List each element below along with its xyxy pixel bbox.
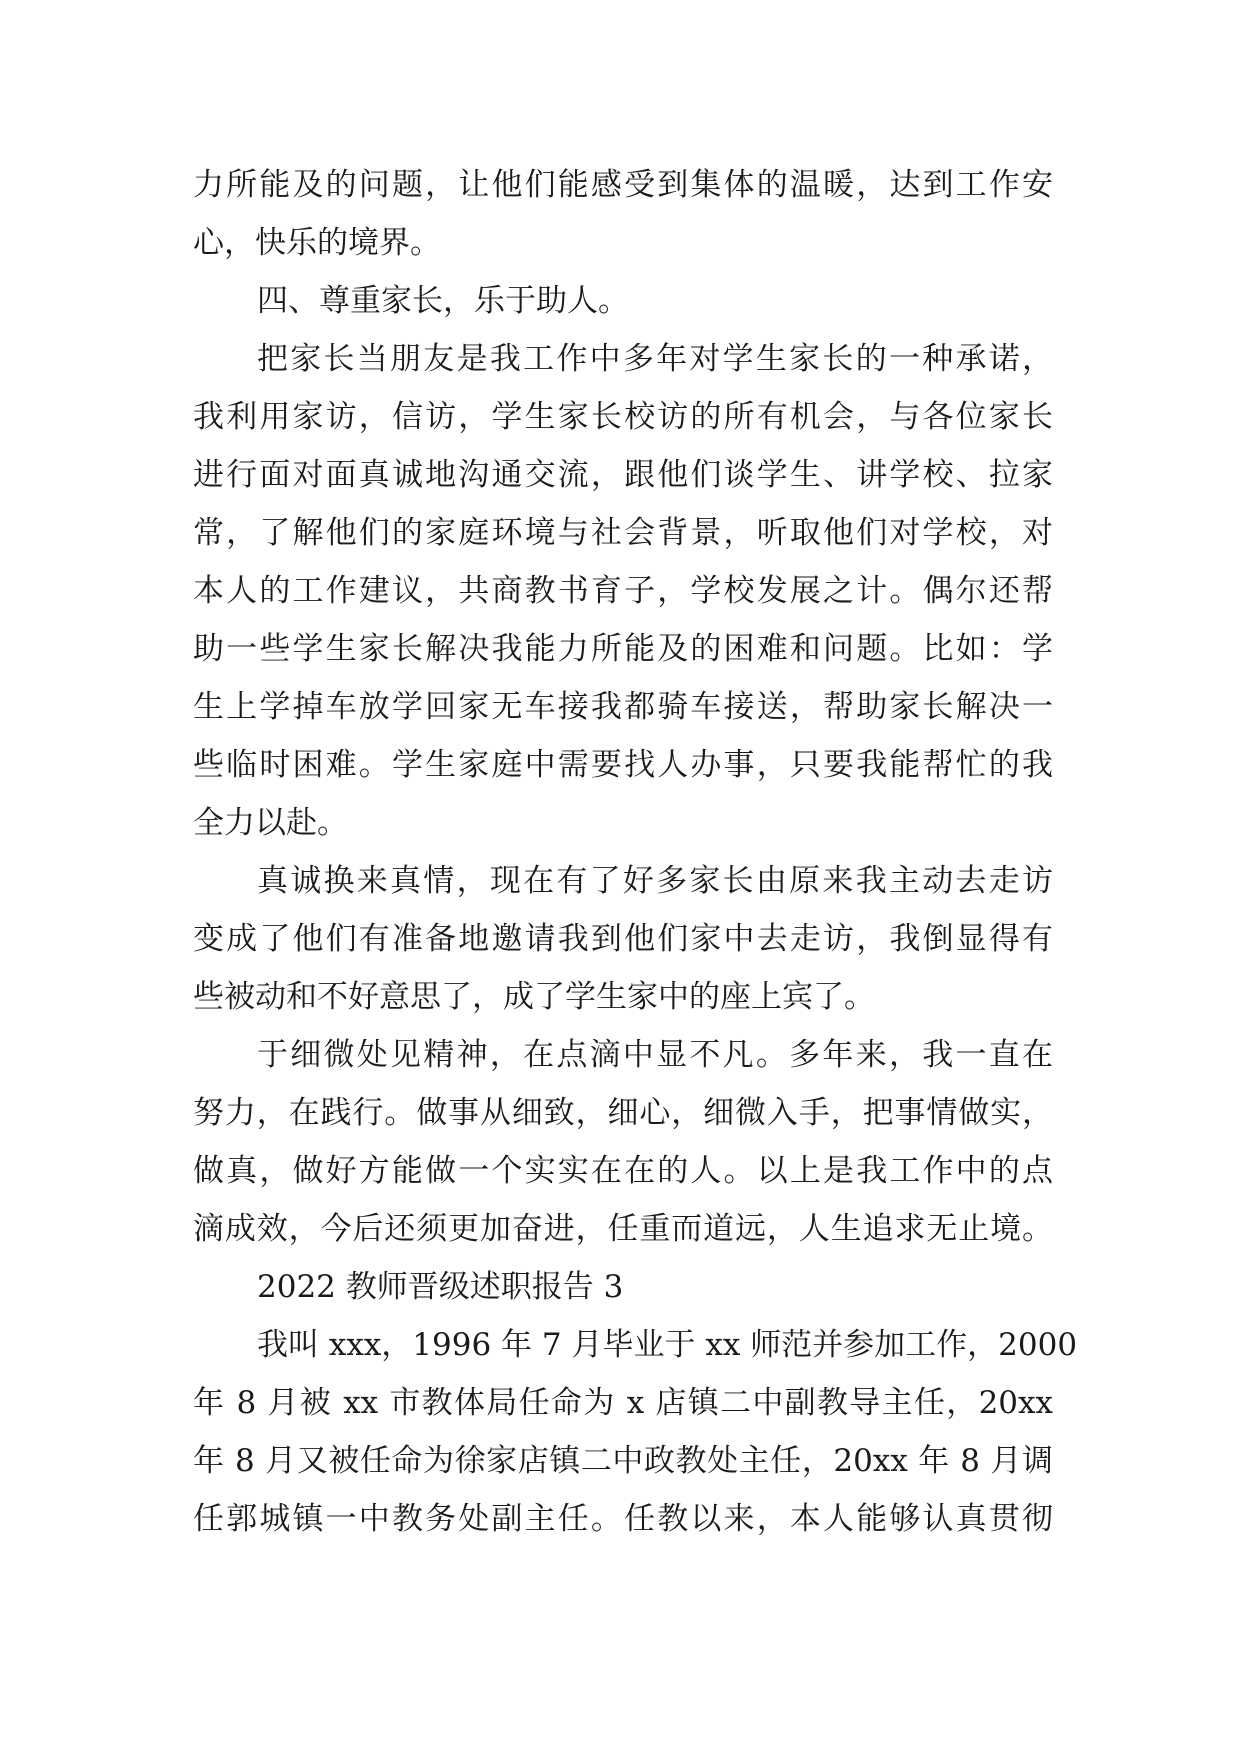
- text-line: 于细微处见精神，在点滴中显不凡。多年来，我一直在: [257, 1037, 1053, 1073]
- text-line: 任郭城镇一中教务处副主任。任教以来，本人能够认真贯彻: [193, 1501, 1053, 1537]
- text-line: 做真，做好方能做一个实实在在的人。以上是我工作中的点: [193, 1153, 1053, 1189]
- text-line: 努力，在践行。做事从细致，细心，细微入手，把事情做实，: [193, 1095, 1053, 1131]
- text-line: 四、尊重家长，乐于助人。: [257, 283, 629, 319]
- text-line: 进行面对面真诚地沟通交流，跟他们谈学生、讲学校、拉家: [193, 457, 1053, 493]
- text-line: 真诚换来真情，现在有了好多家长由原来我主动去走访: [257, 863, 1053, 899]
- text-line: 年 8 月被 xx 市教体局任命为 x 店镇二中副教导主任，20xx: [193, 1385, 1053, 1421]
- text-line: 心，快乐的境界。: [193, 225, 441, 261]
- document-body: [193, 156, 1078, 1548]
- text-line: 年 8 月又被任命为徐家店镇二中政教处主任，20xx 年 8 月调: [193, 1443, 1053, 1479]
- text-line: 2022 教师晋级述职报告 3: [257, 1269, 624, 1305]
- text-line: 把家长当朋友是我工作中多年对学生家长的一种承诺，: [257, 341, 1053, 377]
- text-line: 变成了他们有准备地邀请我到他们家中去走访，我倒显得有: [193, 921, 1053, 957]
- text-line: 些被动和不好意思了，成了学生家中的座上宾了。: [193, 979, 875, 1015]
- text-line: 助一些学生家长解决我能力所能及的困难和问题。比如：学: [193, 631, 1053, 667]
- text-line: 我叫 xxx，1996 年 7 月毕业于 xx 师范并参加工作，2000: [257, 1327, 1078, 1363]
- text-line: 力所能及的问题，让他们能感受到集体的温暖，达到工作安: [193, 167, 1053, 203]
- text-line: 滴成效，今后还须更加奋进，任重而道远，人生追求无止境。: [193, 1211, 1053, 1247]
- text-line: 常，了解他们的家庭环境与社会背景，听取他们对学校，对: [193, 515, 1053, 551]
- text-line: 生上学掉车放学回家无车接我都骑车接送，帮助家长解决一: [193, 689, 1053, 725]
- text-line: 些临时困难。学生家庭中需要找人办事，只要我能帮忙的我: [193, 747, 1053, 783]
- text-line: 本人的工作建议，共商教书育子，学校发展之计。偶尔还帮: [193, 573, 1053, 609]
- text-line: 全力以赴。: [193, 805, 348, 841]
- text-line: 我利用家访，信访，学生家长校访的所有机会，与各位家长: [193, 399, 1053, 435]
